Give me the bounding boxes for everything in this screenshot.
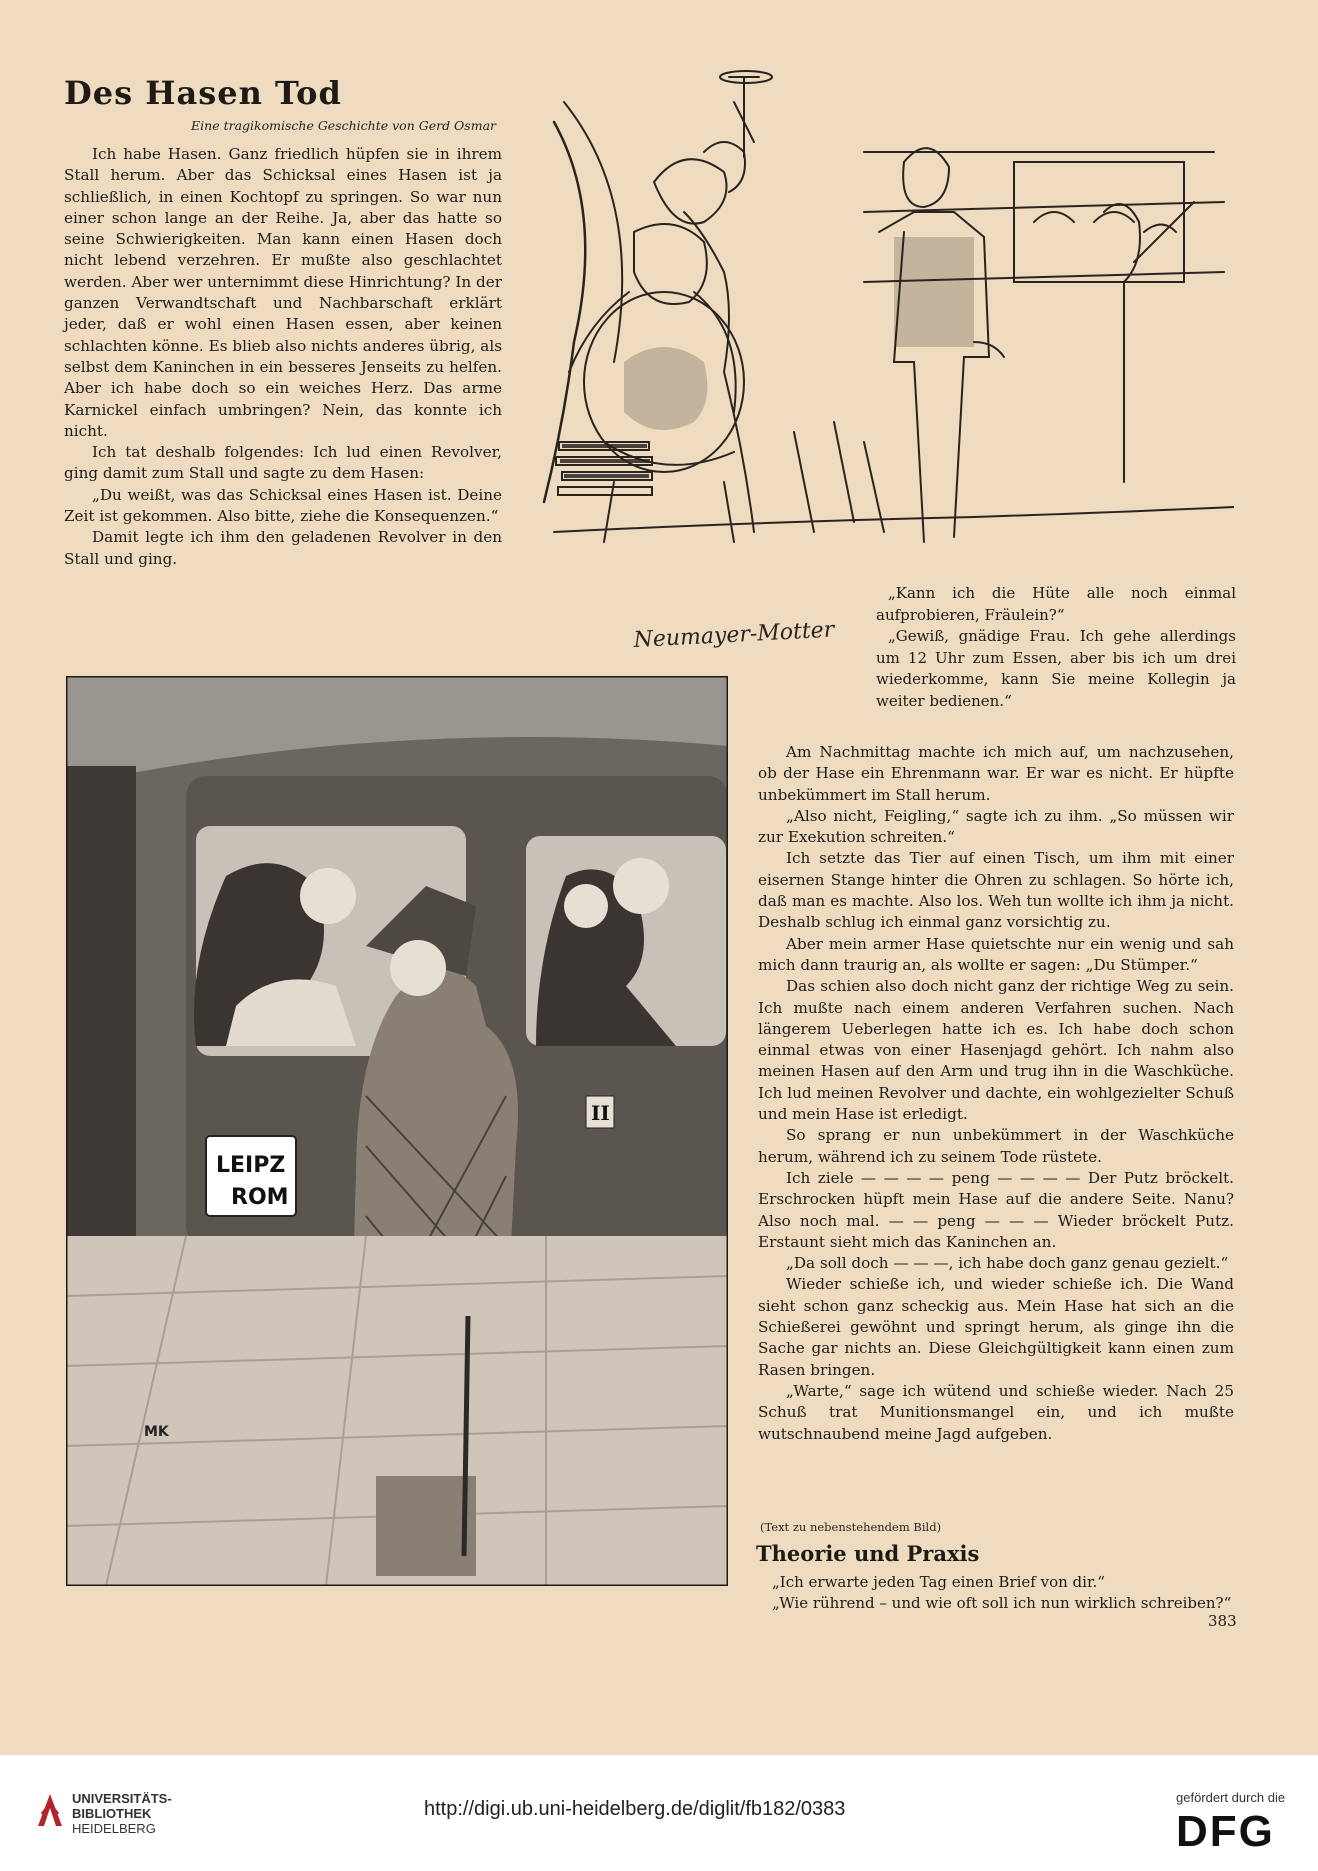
class-mark: II [591, 1101, 610, 1125]
train-illustration [66, 676, 728, 1586]
paragraph: „Du weißt, was das Schicksal eines Hasen ist. Deine Zeit ist gekommen. Also bitte, ziehe die Konsequenzen.“ [64, 485, 502, 526]
cartoon-caption [876, 583, 1236, 712]
paragraph: Am Nachmittag machte ich mich auf, um nachzusehen, ob der Hase ein Ehrenmann war. Er war es nicht. Er hüpfte unbekümmert im Stall herum. [758, 743, 1234, 804]
paragraph: Ich setzte das Tier auf einen Tisch, um ihm mit einer eisernen Stange hinter die Ohren zu schlagen. So hörte ich, daß man es machte. Also los. Weh tun wollte ich ihm ja nicht. Deshalb schlug ich einmal ganz vorsichtig zu. [758, 849, 1234, 932]
paragraph: Ich ziele — — — — peng — — — — Der Putz bröckelt. Erschrocken hüpft mein Hase auf die andere Seite. Nanu? Also noch mal. — — peng — — — Wieder bröckelt Putz. Erstaunt sieht mich das Kaninchen an. [758, 1168, 1234, 1251]
paragraph: Damit legte ich ihm den geladenen Revolver in den Stall und ging. [64, 528, 502, 568]
cartoon-signature: Neumayer-Motter [633, 617, 835, 653]
article-column-2 [758, 742, 1234, 1445]
article-title: Des Hasen Tod [64, 74, 342, 112]
caption-line: „Kann ich die Hüte alle noch einmal aufprobieren, Fräulein?“ [876, 584, 1236, 624]
paragraph: Ich tat deshalb folgendes: Ich lud einen Revolver, ging damit zum Stall und sagte zu dem Hasen: [64, 443, 502, 483]
university-library-logo [34, 1790, 66, 1830]
dialog-line: „Wie rührend – und wie oft soll ich nun wirklich schreiben?“ [772, 1594, 1232, 1612]
article-byline: Eine tragikomische Geschichte von Gerd Osmar [191, 118, 496, 133]
library-name-line: UNIVERSITÄTS- [72, 1791, 172, 1806]
article-column-1 [64, 144, 502, 570]
paragraph: „Da soll doch — — —, ich habe doch ganz genau gezielt.“ [786, 1254, 1229, 1273]
dialog-line: „Ich erwarte jeden Tag einen Brief von dir.“ [772, 1573, 1105, 1591]
caption-line: „Gewiß, gnädige Frau. Ich gehe allerdings um 12 Uhr zum Essen, aber bis ich um drei wiederkomme, kann Sie meine Kollegin ja weiter bedienen.“ [876, 627, 1236, 710]
illustration-note: (Text zu nebenstehendem Bild) [760, 1520, 942, 1534]
second-piece-title: Theorie und Praxis [756, 1541, 980, 1566]
paragraph: „Also nicht, Feigling,“ sagte ich zu ihm. „So müssen wir zur Exekution schreiten.“ [758, 806, 1234, 847]
library-name-line: HEIDELBERG [72, 1821, 156, 1836]
document-url[interactable]: http://digi.ub.uni-heidelberg.de/diglit/fb182/0383 [424, 1798, 846, 1820]
page-number: 383 [1208, 1612, 1237, 1630]
paragraph: „Warte,“ sage ich wütend und schieße wieder. Nach 25 Schuß trat Munitionsmangel ein, und ich mußte wutschnaubend meine Jagd aufgeben. [758, 1381, 1234, 1443]
paragraph: Ich habe Hasen. Ganz friedlich hüpfen sie in ihrem Stall herum. Aber das Schicksal eines Hasen ist ja schließlich, in einen Kochtopf zu springen. So war nun einer schon lange an der Reihe. Ja, aber das hatte so seine Schwierigkeiten. Man kann einen Hasen doch nicht lebend verzehren. Er mußte also geschlachtet werden. Aber wer unternimmt diese Hinrichtung? In der ganzen Verwandtschaft und Nachbarschaft erklärt jeder, daß er wohl einen Hasen essen, aber keinen schlachten könne. Es blieb also nichts anderes übrig, als selbst dem Kaninchen in ein besseres Jenseits zu helfen. Aber ich habe doch so ein weiches Herz. Das arme Karnickel einfach umbringen? Nein, das konnte ich nicht. [64, 145, 502, 440]
dfg-logo: DFG [1176, 1807, 1275, 1856]
destination-sign-line-2: ROM [231, 1185, 289, 1210]
paragraph: So sprang er nun unbekümmert in der Waschküche herum, während ich zu seinem Tode rüstete. [758, 1126, 1234, 1166]
artist-monogram: MK [144, 1424, 169, 1440]
second-piece-dialog [772, 1572, 1242, 1614]
funding-note: gefördert durch die [1176, 1790, 1286, 1805]
university-library-name [72, 1791, 172, 1836]
paragraph: Aber mein armer Hase quietschte nur ein wenig und sah mich dann traurig an, als wollte er sagen: „Du Stümper.“ [758, 934, 1234, 974]
library-name-line: BIBLIOTHEK [72, 1806, 152, 1821]
destination-sign-line-1: LEIPZ [216, 1153, 286, 1178]
paragraph: Das schien also doch nicht ganz der richtige Weg zu sein. Ich mußte nach einem anderen Verfahren suchen. Nach längerem Ueberlegen hatte ich es. Ich habe doch schon einmal etwas von einer Hasenjagd gehört. Ich nahm also meinen Hasen auf den Arm und trug ihn in die Waschküche. Ich lud meinen Revolver und dachte, ein wohlgezielter Schuß und mein Hase ist erledigt. [758, 977, 1234, 1124]
paragraph: Wieder schieße ich, und wieder schieße ich. Die Wand sieht schon ganz scheckig aus. Mein Hase hat sich an die Schießerei gewöhnt und springt herum, als ginge ihn die Sache gar nichts an. Diese Gleichgültigkeit kann einen zum Rasen bringen. [758, 1275, 1234, 1379]
